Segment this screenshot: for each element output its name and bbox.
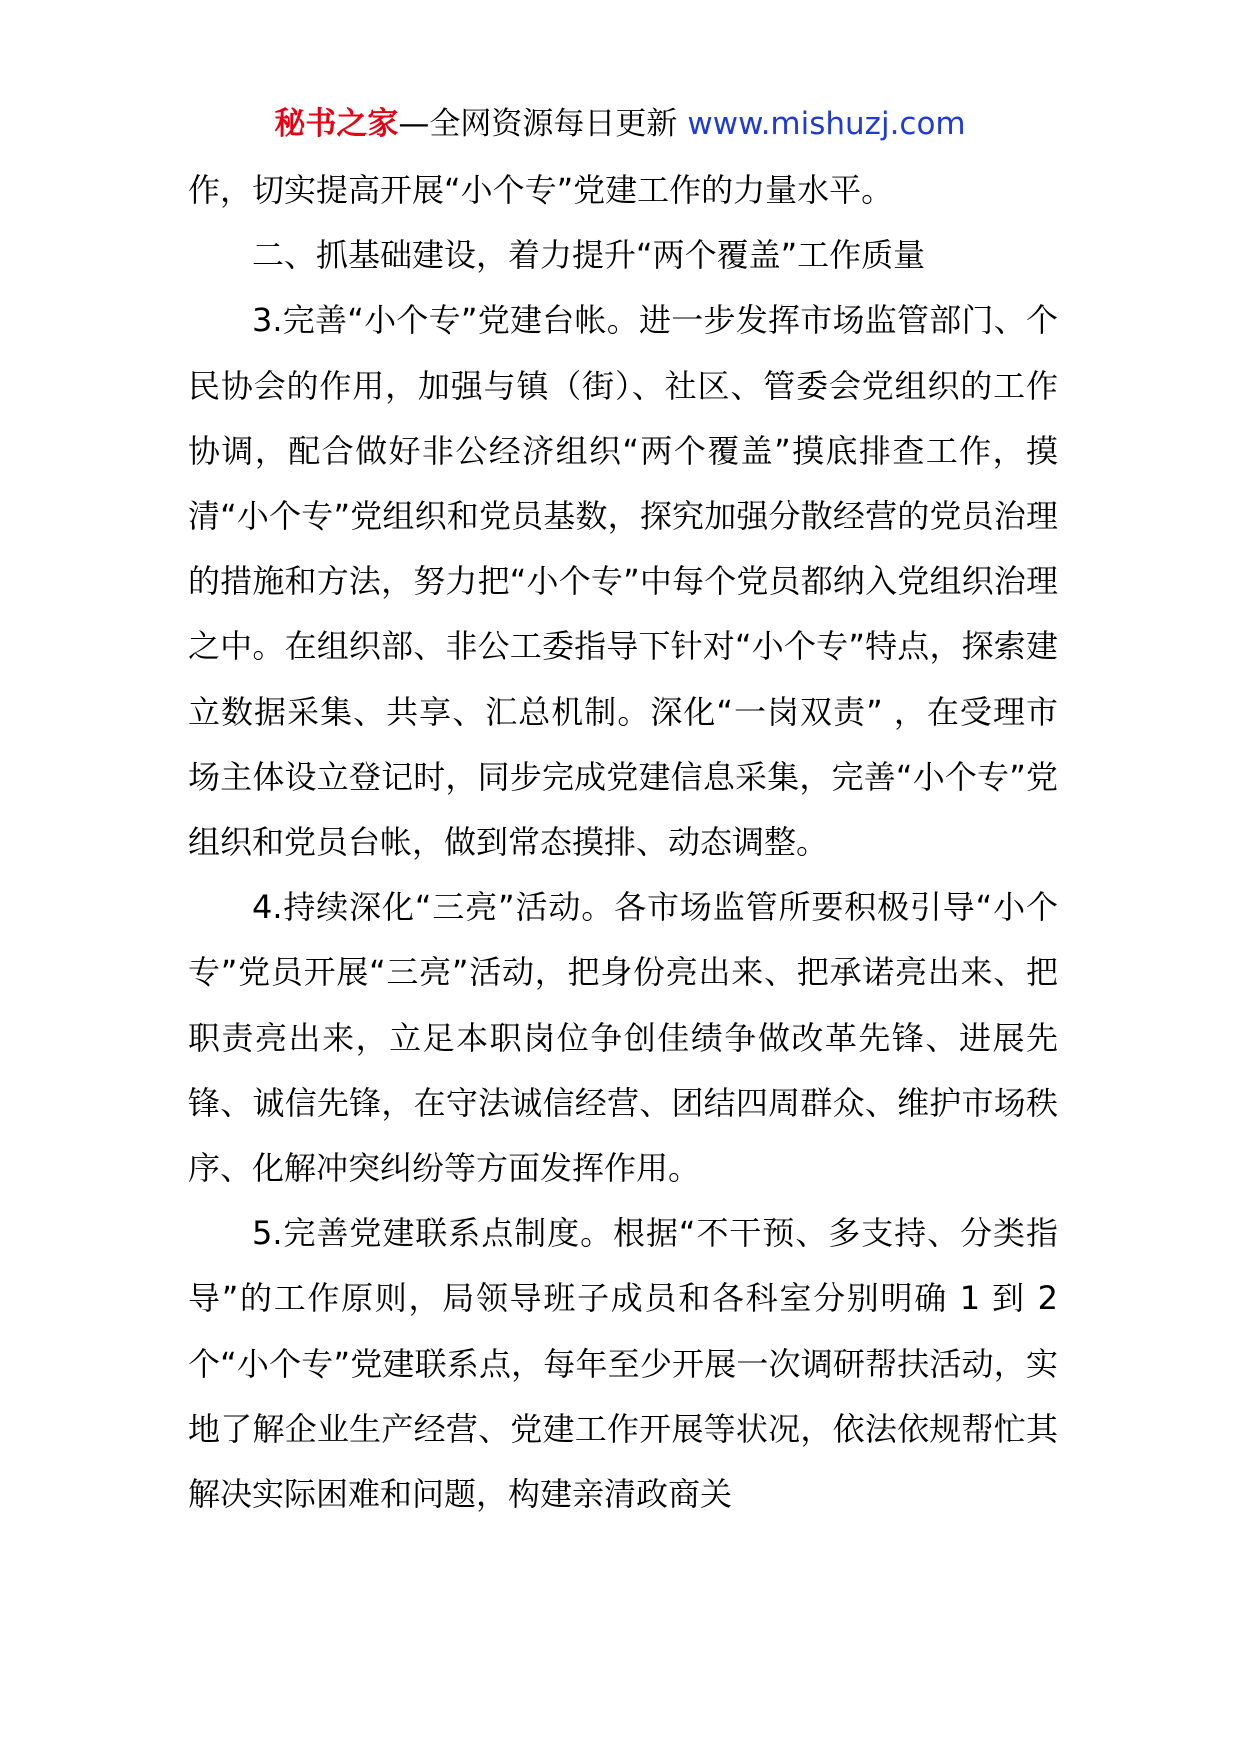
paragraph-item-3: 3.完善“小个专”党建台帐。进一步发挥市场监管部门、个民协会的作用，加强与镇（街）、社区、管委会党组织的工作协调，配合做好非公经济组织“两个覆盖”摸底排查工作，摸清“小个专”党组织和党员基数，探究加强分散经营的党员治理的措施和方法，努力把“小个专”中每个党员都纳入党组织治理之中。在组织部、非公工委指导下针对“小个专”特点，探索建立数据采集、共享、汇总机制。深化“一岗双责” ，在受理市场主体设立登记时，同步完成党建信息采集，完善“小个专”党组织和党员台帐，做到常态摸排、动态调整。 — [188, 301, 1058, 862]
header-slogan: —全网资源每日更新 — [398, 106, 678, 142]
paragraph-item-4: 4.持续深化“三亮”活动。各市场监管所要积极引导“小个专”党员开展“三亮”活动，把身份亮出来、把承诺亮出来、把职责亮出来，立足本职岗位争创佳绩争做改革先锋、进展先锋、诚信先锋，在守法诚信经营、团结四周群众、维护市场秩序、化解冲突纠纷等方面发挥作用。 — [188, 888, 1058, 1188]
paragraph-continuation: 作，切实提高开展“小个专”党建工作的力量水平。 — [188, 171, 894, 209]
document-body — [188, 158, 1058, 1527]
paragraph-item-5: 5.完善党建联系点制度。根据“不干预、多支持、分类指导”的工作原则，局领导班子成员和各科室分别明确 1 到 2 个“小个专”党建联系点，每年至少开展一次调研帮扶活动，实地了解企业生产经营、党建工作开展等状况，依法依规帮忙其解决实际困难和问题，构建亲清政商关 — [188, 1214, 1058, 1514]
section-heading: 二、抓基础建设，着力提升“两个覆盖”工作质量 — [252, 236, 926, 275]
site-url[interactable]: www.mishuzj.com — [687, 106, 966, 142]
page-header — [0, 100, 1240, 148]
brand-name: 秘书之家 — [274, 106, 399, 142]
